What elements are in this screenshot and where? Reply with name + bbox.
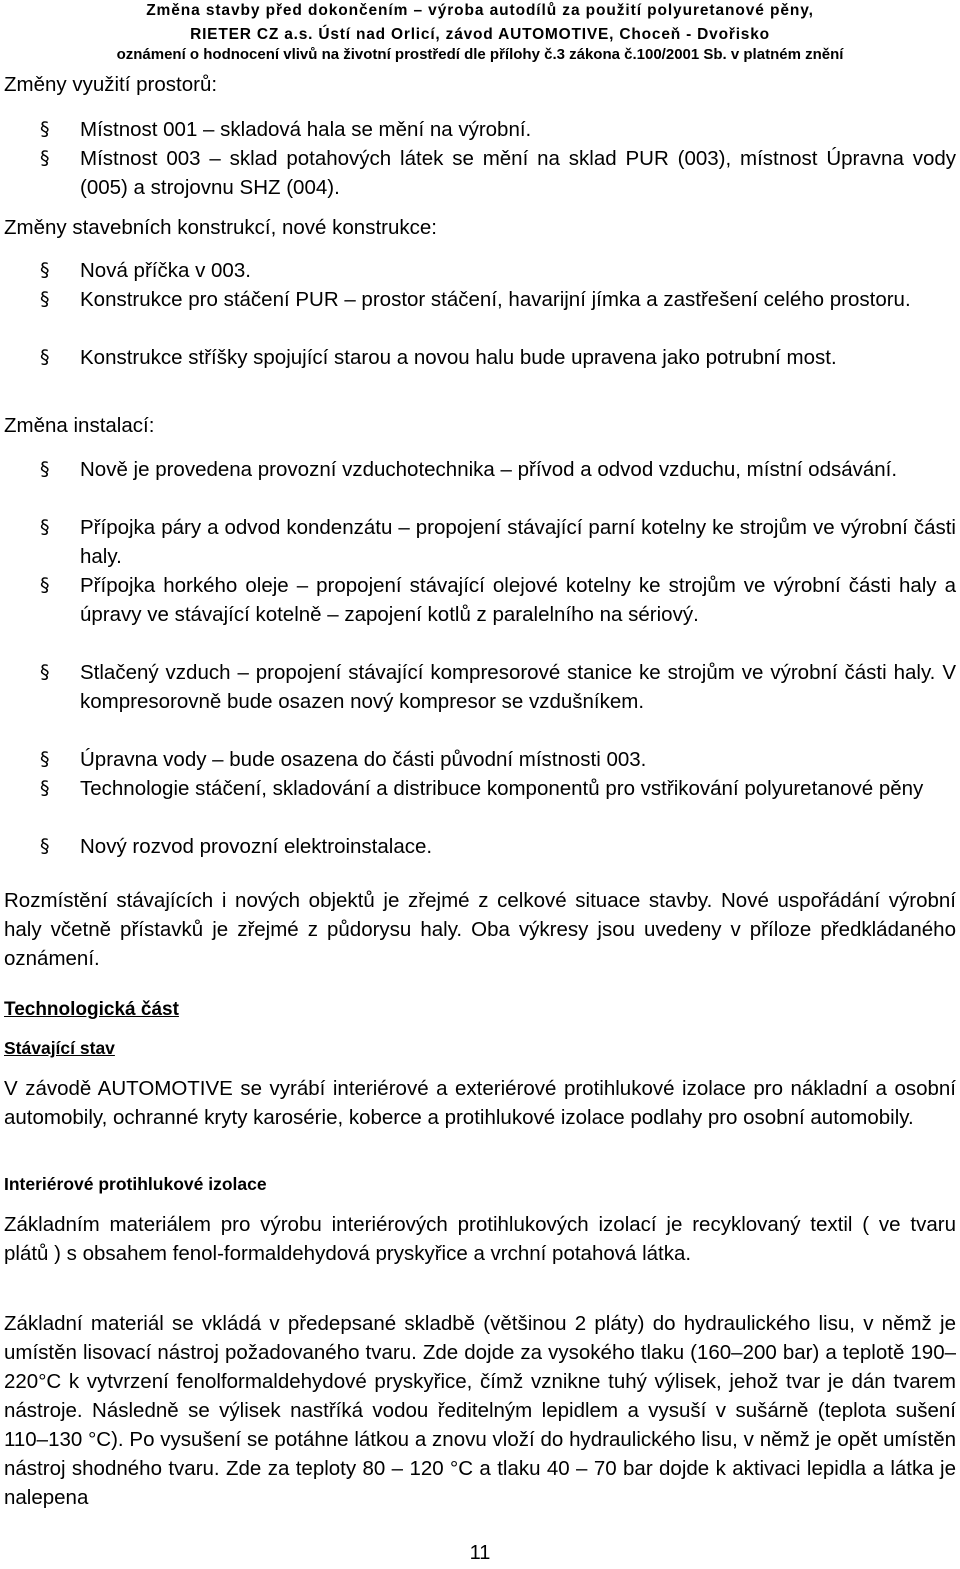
list-item: Místnost 003 – sklad potahových látek se mění na sklad PUR (003), místnost Úpravna vody (005) a strojovnu SHZ (004).	[80, 147, 956, 199]
list-item: Nový rozvod provozní elektroinstalace.	[80, 835, 433, 858]
list-item: Místnost 001 – skladová hala se mění na výrobní.	[80, 118, 532, 141]
construction-heading: Změny stavebních konstrukcí, nové konstrukce:	[4, 216, 437, 239]
list-item: Nově je provedena provozní vzduchotechnika – přívod a odvod vzduchu, místní odsávání.	[80, 458, 898, 481]
list-item: Konstrukce pro stáčení PUR – prostor stáčení, havarijní jímka a zastřešení celého prostoru.	[80, 288, 911, 311]
list-item: Úpravna vody – bude osazena do části původní místnosti 003.	[80, 748, 647, 771]
current-state-heading: Stávající stav	[4, 1038, 115, 1058]
technology-section-heading: Technologická část	[4, 999, 179, 1020]
section-sign-icon: §	[40, 288, 50, 310]
list-item: Přípojka horkého oleje – propojení stávající olejové kotelny ke strojům ve výrobní části haly a úpravy ve stávající kotelně – zapojení kotlů z paralelního na sériový.	[80, 574, 956, 626]
section-sign-icon: §	[40, 346, 50, 368]
current-state-paragraph: V závodě AUTOMOTIVE se vyrábí interiérové a exteriérové protihlukové izolace pro nákladní a osobní automobily, ochranné kryty karosérie, koberce a protihlukové izolace podlahy pro osobní automobily.	[4, 1077, 956, 1129]
space-changes-heading: Změny využití prostorů:	[4, 73, 218, 96]
list-item: Přípojka páry a odvod kondenzátu – propojení stávající parní kotelny ke strojům ve výrobní části haly.	[80, 516, 956, 568]
page-number: 11	[469, 1542, 491, 1564]
interior-insulation-heading: Interiérové protihlukové izolace	[4, 1174, 267, 1194]
section-sign-icon: §	[40, 458, 50, 480]
list-item: Nová příčka v 003.	[80, 259, 251, 282]
list-item: Technologie stáčení, skladování a distribuce komponentů pro vstřikování polyuretanové pěny	[80, 777, 924, 800]
process-paragraph: Základní materiál se vkládá v předepsané skladbě (většinou 2 pláty) do hydraulického lisu, v němž je umístěn lisovací nástroj požadovaného tvaru. Zde dojde za vysokého tlaku (160–200 bar) a teplotě 190–220°C k vytvrzení fenolformaldehydové pryskyřice, čímž vznikne tuhý výlisek, jehož tvar je dán tvarem nástroje. Následně se výlisek nastříká vodou ředitelným lepidlem a vysuší v sušárně (teplota sušení 110–130 °C). Po vysušení se potáhne látkou a znovu vloží do hydraulického lisu, v němž je opět umístěn nástroj shodného tvaru. Zde za teploty 80 – 120 °C a tlaku 40 – 70 bar dojde k aktivaci lepidla a látka je nalepena	[4, 1312, 956, 1509]
section-sign-icon: §	[40, 516, 50, 538]
section-sign-icon: §	[40, 661, 50, 683]
section-sign-icon: §	[40, 835, 50, 857]
header-line-1: Změna stavby před dokončením – výroba autodílů za použití polyuretanové pěny,	[146, 2, 814, 19]
list-item: Stlačený vzduch – propojení stávající kompresorové stanice ke strojům ve výrobní části haly. V kompresorovně bude osazen nový kompresor se vzdušníkem.	[80, 661, 956, 713]
layout-paragraph: Rozmístění stávajících i nových objektů je zřejmé z celkové situace stavby. Nové uspořádání výrobní haly včetně přístavků je zřejmé z půdorysu haly. Oba výkresy jsou uvedeny v příloze předkládaného oznámení.	[4, 889, 956, 970]
section-sign-icon: §	[40, 574, 50, 596]
section-sign-icon: §	[40, 147, 50, 169]
section-sign-icon: §	[40, 777, 50, 799]
section-sign-icon: §	[40, 259, 50, 281]
section-sign-icon: §	[40, 118, 50, 140]
installations-heading: Změna instalací:	[4, 414, 155, 437]
material-paragraph: Základním materiálem pro výrobu interiérových protihlukových izolací je recyklovaný textil ( ve tvaru plátů ) s obsahem fenol-formaldehydová pryskyřice a vrchní potahová látka.	[4, 1213, 956, 1265]
header-line-2: RIETER CZ a.s. Ústí nad Orlicí, závod AUTOMOTIVE, Choceň - Dvořisko	[190, 26, 770, 43]
list-item: Konstrukce stříšky spojující starou a novou halu bude upravena jako potrubní most.	[80, 346, 837, 369]
section-sign-icon: §	[40, 748, 50, 770]
header-line-3: oznámení o hodnocení vlivů na životní prostředí dle přílohy č.3 zákona č.100/2001 Sb. v platném znění	[116, 46, 844, 63]
